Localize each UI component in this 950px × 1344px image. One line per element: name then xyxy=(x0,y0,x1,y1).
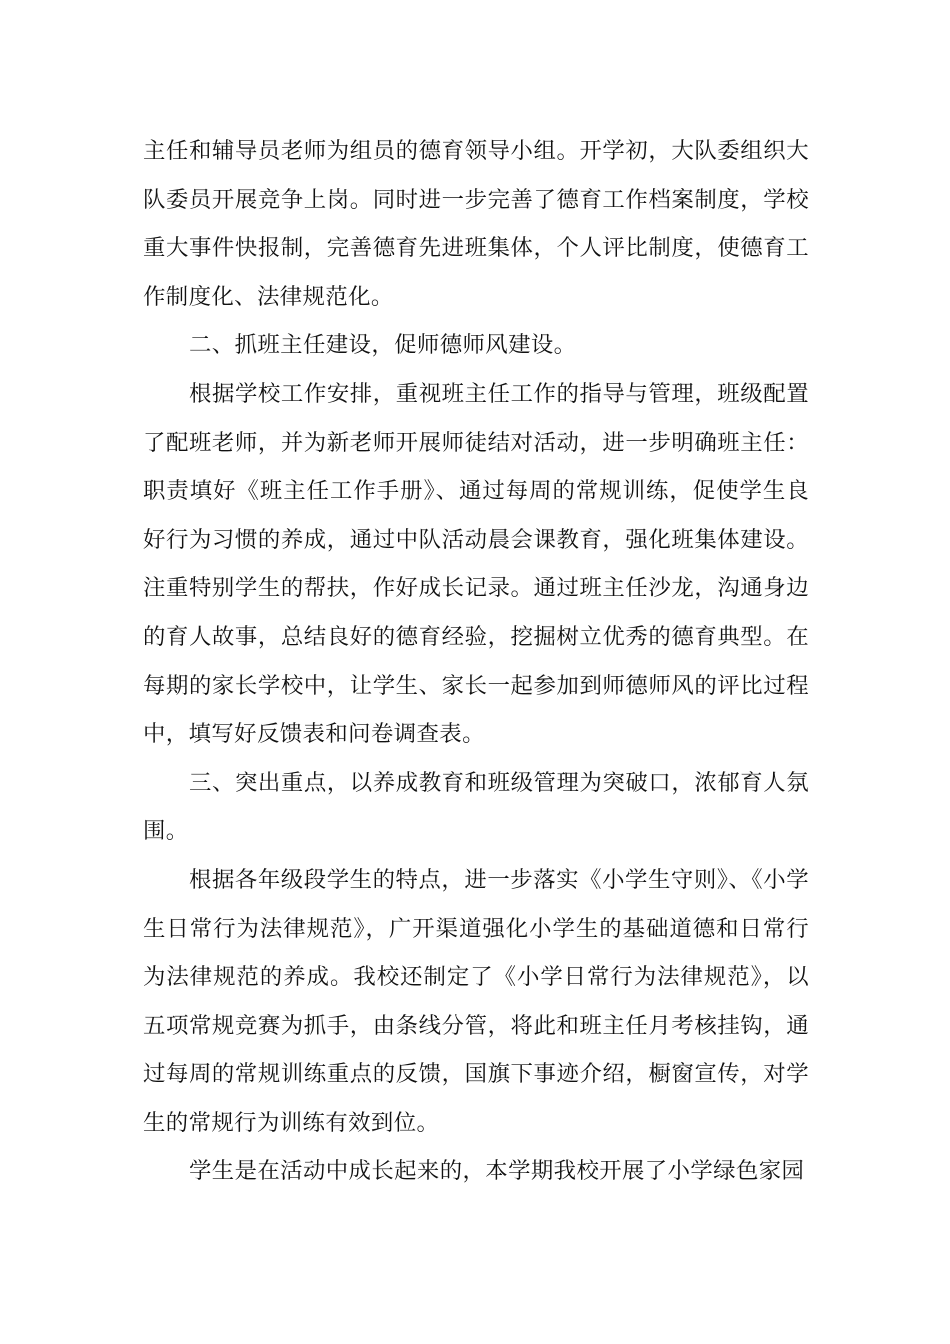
paragraph-behavior-norms: 根据各年级段学生的特点，进一步落实《小学生守则》、《小学生日常行为法律规范》，广开渠道强化小学生的基础道德和日常行为法律规范的养成。我校还制定了《小学日常行为法律规范》，以五项常规竞赛为抓手，由条线分管，将此和班主任月考核挂钩，通过每周的常规训练重点的反馈，国旗下事迹介绍，橱窗宣传，对学生的常规行为训练有效到位。 xyxy=(143,866,809,1136)
document-body xyxy=(143,127,809,1196)
section-heading-2: 二、抓班主任建设，促师德师风建设。 xyxy=(189,332,577,359)
paragraph-class-teacher: 根据学校工作安排，重视班主任工作的指导与管理，班级配置了配班老师，并为新老师开展师徒结对活动，进一步明确班主任：职责填好《班主任工作手册》、通过每周的常规训练，促使学生良好行为习惯的养成，通过中队活动晨会课教育，强化班集体建设。注重特别学生的帮扶，作好成长记录。通过班主任沙龙，沟通身边的育人故事，总结良好的德育经验，挖掘树立优秀的德育典型。在每期的家长学校中，让学生、家长一起参加到师德师风的评比过程中，填写好反馈表和问卷调查表。 xyxy=(143,380,809,748)
paragraph-activities: 学生是在活动中成长起来的，本学期我校开展了小学绿色家园 xyxy=(189,1158,805,1185)
paragraph-continuation: 主任和辅导员老师为组员的德育领导小组。开学初，大队委组织大队委员开展竞争上岗。同时进一步完善了德育工作档案制度，学校重大事件快报制，完善德育先进班集体，个人评比制度，使德育工作制度化、法律规范化。 xyxy=(143,138,809,310)
section-heading-3: 三、突出重点，以养成教育和班级管理为突破口，浓郁育人氛围。 xyxy=(143,769,809,845)
